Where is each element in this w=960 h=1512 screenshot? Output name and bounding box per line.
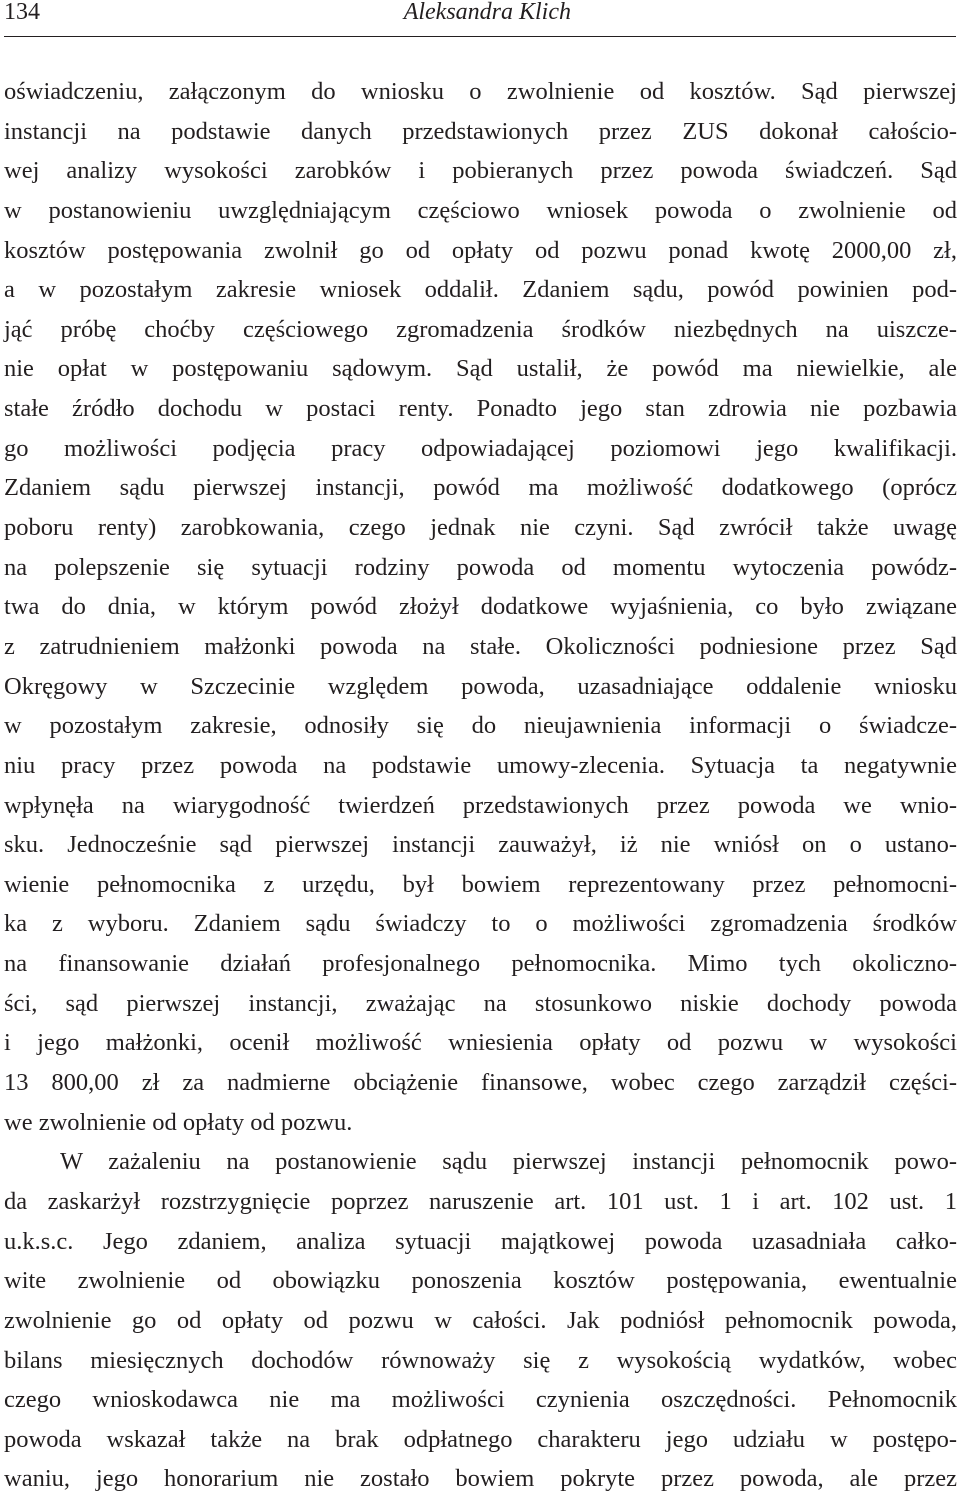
text-line: w pozostałym zakresie, odnosiły się do nieujawnienia informacji o świadcze- — [4, 712, 957, 740]
text-line: oświadczeniu, załączonym do wniosku o zwolnienie od kosztów. Sąd pierwszej — [4, 78, 957, 105]
text-line: na finansowanie działań profesjonalnego pełnomocnika. Mimo tych okoliczno- — [4, 950, 957, 978]
text-line: jąć próbę choćby częściowego zgromadzenia środków niezbędnych na uiszcze- — [4, 315, 957, 343]
text-line: nie opłat w postępowaniu sądowym. Sąd ustalił, że powód ma niewielkie, ale — [4, 355, 957, 383]
text-line: wite zwolnienie od obowiązku ponoszenia kosztów postępowania, ewentualnie — [4, 1267, 957, 1295]
text-line: w postanowieniu uwzględniającym częściowo wniosek powoda o zwolnienie od — [4, 196, 957, 224]
text-line: wienie pełnomocnika z urzędu, był bowiem reprezentowany przez pełnomocni- — [4, 870, 957, 898]
text-line: a w pozostałym zakresie wniosek oddalił. Zdaniem sądu, powód powinien pod- — [4, 276, 957, 304]
text-line: ka z wyboru. Zdaniem sądu świadczy to o możliwości zgromadzenia środków — [4, 910, 957, 938]
text-line: Zdaniem sądu pierwszej instancji, powód ma możliwość dodatkowego (oprócz — [4, 474, 957, 502]
text-line: waniu, jego honorarium nie zostało bowiem pokryte przez powoda, ale przez — [4, 1465, 957, 1493]
text-line: ści, sąd pierwszej instancji, zważając na stosunkowo niskie dochody powoda — [4, 989, 957, 1017]
page-number: 134 — [4, 0, 40, 25]
body-text — [4, 72, 957, 1499]
paragraph-end-line: we zwolnienie od opłaty od pozwu. — [4, 1108, 353, 1136]
text-line: czego wnioskodawca nie ma możliwości czynienia oszczędności. Pełnomocnik — [4, 1386, 957, 1414]
text-line: powoda wskazał także na brak odpłatnego charakteru jego udziału w postępo- — [4, 1425, 957, 1453]
text-line: stałe źródło dochodu w postaci renty. Ponadto jego stan zdrowia nie pozbawia — [4, 395, 957, 423]
text-line: Okręgowy w Szczecinie względem powoda, uzasadniające oddalenie wniosku — [4, 672, 957, 700]
text-line: da zaskarżył rozstrzygnięcie poprzez naruszenie art. 101 ust. 1 i art. 102 ust. 1 — [4, 1187, 957, 1215]
text-line: wej analizy wysokości zarobków i pobieranych przez powoda świadczeń. Sąd — [4, 157, 957, 185]
paragraph-start-line: W zażaleniu na postanowienie sądu pierwszej instancji pełnomocnik powo- — [60, 1148, 957, 1176]
text-line: instancji na podstawie danych przedstawionych przez ZUS dokonał całościo- — [4, 117, 957, 145]
text-line: niu pracy przez powoda na podstawie umowy-zlecenia. Sytuacja ta negatywnie — [4, 751, 957, 779]
text-line: u.k.s.c. Jego zdaniem, analiza sytuacji majątkowej powoda uzasadniała całko- — [4, 1227, 957, 1255]
text-line: go możliwości podjęcia pracy odpowiadającej poziomowi jego kwalifikacji. — [4, 434, 957, 462]
text-line: 13 800,00 zł za nadmierne obciążenie finansowe, wobec czego zarządził części- — [4, 1069, 957, 1097]
text-line: kosztów postępowania zwolnił go od opłaty od pozwu ponad kwotę 2000,00 zł, — [4, 236, 957, 264]
text-line: zwolnienie go od opłaty od pozwu w całości. Jak podniósł pełnomocnik powoda, — [4, 1306, 957, 1334]
text-line: i jego małżonki, ocenił możliwość wniesienia opłaty od pozwu w wysokości — [4, 1029, 957, 1057]
text-line: poboru renty) zarobkowania, czego jednak nie czyni. Sąd zwrócił także uwagę — [4, 514, 957, 542]
text-line: wpłynęła na wiarygodność twierdzeń przedstawionych przez powoda we wnio- — [4, 791, 957, 819]
text-line: z zatrudnieniem małżonki powoda na stałe. Okoliczności podniesione przez Sąd — [4, 632, 957, 660]
running-head-author: Aleksandra Klich — [403, 0, 571, 25]
text-line: twa do dnia, w którym powód złożył dodatkowe wyjaśnienia, co było związane — [4, 593, 957, 621]
text-line: bilans miesięcznych dochodów równoważy się z wysokością wydatków, wobec — [4, 1346, 957, 1374]
page-header — [4, 0, 956, 37]
text-line: na polepszenie się sytuacji rodziny powoda od momentu wytoczenia powódz- — [4, 553, 957, 581]
text-line: sku. Jednocześnie sąd pierwszej instancji zauważył, iż nie wniósł on o ustano- — [4, 831, 957, 859]
